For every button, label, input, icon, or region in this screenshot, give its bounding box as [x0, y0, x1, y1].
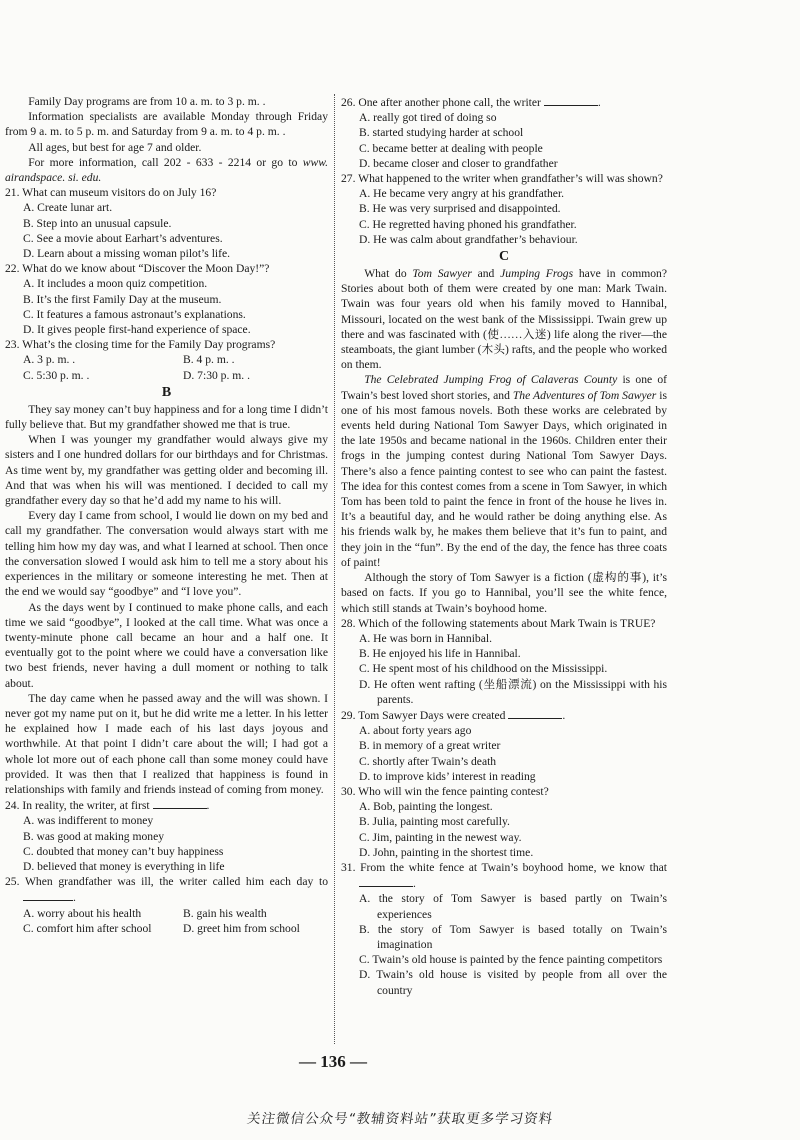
- option: D. He often went rafting (坐船漂流) on the Mississippi with his parents.: [359, 677, 667, 706]
- question-30: [341, 784, 667, 860]
- question-stem: 22. What do we know about “Discover the Moon Day!”?: [5, 262, 270, 276]
- option: C. See a movie about Earhart’s adventures.: [23, 231, 223, 245]
- option: A. about forty years ago: [359, 724, 472, 738]
- book-title: The Celebrated Jumping Frog of Calaveras County: [364, 373, 618, 387]
- text-run: What do: [364, 267, 413, 281]
- option: B. the story of Tom Sawyer is based totally on Twain’s imagination: [359, 922, 667, 951]
- passage-a-line: Family Day programs are from 10 a. m. to 3 p. m. .: [28, 95, 266, 108]
- passage-a-line: All ages, but best for age 7 and older.: [28, 140, 202, 154]
- answer-blank: [359, 875, 413, 887]
- option: D. greet him from school: [183, 921, 300, 935]
- option: D. 7:30 p. m. .: [183, 368, 250, 382]
- option-row: [5, 352, 328, 367]
- option: B. He was very surprised and disappointed.: [359, 202, 561, 216]
- contact-info: [5, 155, 328, 185]
- contact-text: For more information, call 202 - 633 - 2214 or go to: [28, 155, 303, 169]
- page-number: — 136 —: [299, 1052, 367, 1071]
- passage-a-line: Information specialists are available Monday through Friday from 9 a. m. to 5 p. m. and Saturday from 9 a. m. to 4 p. m. .: [5, 110, 328, 139]
- passage-b-paragraph: They say money can’t buy happiness and for a long time I didn’t fully believe that. But my grandfather showed me that is true.: [5, 402, 328, 432]
- passage-b-paragraph: As the days went by I continued to make phone calls, and each time we said “goodbye”, I looked at the call time. What was once a twenty-minute phone call became an hour and a half one. It eventually got to the point where we could have a conversation like two best friends, never having a dull moment or nothing to talk about.: [5, 600, 328, 690]
- option: C. became better at dealing with people: [359, 141, 543, 155]
- option: C. It features a famous astronaut’s explanations.: [23, 307, 246, 321]
- question-stem: 21. What can museum visitors do on July 16?: [5, 186, 217, 200]
- option: C. He spent most of his childhood on the Mississippi.: [359, 662, 608, 676]
- question-stem: 27. What happened to the writer when grandfather’s will was shown?: [341, 172, 663, 186]
- book-title: Tom Sawyer: [412, 267, 472, 281]
- question-stem: 29. Tom Sawyer Days were created .: [341, 708, 566, 722]
- question-stem: 28. Which of the following statements about Mark Twain is TRUE?: [341, 616, 656, 630]
- column-divider: [334, 94, 335, 1044]
- footer-note: 关注微信公众号“教辅资料站”获取更多学习资料: [245, 1111, 555, 1127]
- section-b-heading: B: [161, 384, 172, 400]
- option: A. Create lunar art.: [23, 201, 113, 215]
- answer-blank: [544, 94, 598, 106]
- option: B. 4 p. m. .: [183, 353, 235, 367]
- question-stem-text: 31. From the white fence at Twain’s boyhood home, we know that: [341, 860, 667, 874]
- option: D. Twain’s old house is visited by people from all over the country: [359, 968, 667, 997]
- option: D. believed that money is everything in life: [23, 859, 225, 873]
- answer-blank: [153, 797, 207, 809]
- option: D. Learn about a missing woman pilot’s life.: [23, 247, 231, 261]
- passage-b-paragraph: When I was younger my grandfather would always give my sisters and I one hundred dollars for our birthdays and for Christmas. As time went by, my grandfather was getting older and becoming ill. And that was when his will was mentioned. I decided to call my grandfather every day so that he’d add my name to his will.: [5, 433, 328, 508]
- passage-c-paragraph: [341, 372, 667, 570]
- answer-blank: [508, 707, 562, 719]
- question-stem: 31. From the white fence at Twain’s boyhood home, we know that .: [341, 860, 667, 891]
- question-31: [341, 860, 667, 998]
- option: C. He regretted having phoned his grandfather.: [359, 217, 577, 231]
- option: A. 3 p. m. .: [23, 353, 76, 367]
- option: A. really got tired of doing so: [359, 111, 497, 125]
- question-26: [341, 94, 667, 171]
- option: A. the story of Tom Sawyer is based partly on Twain’s experiences: [359, 892, 667, 921]
- question-stem-text: 25. When grandfather was ill, the writer called him each day to: [5, 875, 328, 889]
- option: B. in memory of a great writer: [359, 739, 501, 753]
- question-28: [341, 616, 667, 707]
- question-stem: 23. What’s the closing time for the Family Day programs?: [5, 338, 276, 352]
- option: C. doubted that money can’t buy happiness: [23, 844, 224, 858]
- question-24: [5, 797, 328, 874]
- option: A. He was born in Hannibal.: [359, 631, 492, 645]
- question-23: [5, 337, 328, 383]
- option: C. Jim, painting in the newest way.: [359, 830, 522, 844]
- answer-blank: [23, 889, 73, 901]
- question-29: [341, 707, 667, 784]
- option: C. Twain’s old house is painted by the fence painting competitors: [359, 953, 663, 967]
- passage-b-paragraph: The day came when he passed away and the will was shown. I never got my name put on it, but he did write me a letter. In his letter he explained how I made each of his last days joyous and worthwhile. At that point I didn’t care about the will; I had got a whole lot more out of each phone call than some money could have provided. It was then that I realized that happiness is found in relationships with family and friends instead of coming from money.: [5, 691, 328, 796]
- question-stem: 25. When grandfather was ill, the writer called him each day to .: [5, 875, 328, 905]
- option: A. worry about his health: [23, 906, 142, 920]
- option: D. It gives people first-hand experience of space.: [23, 323, 251, 337]
- question-27: [341, 171, 667, 247]
- option: A. Bob, painting the longest.: [359, 800, 493, 814]
- option: B. He enjoyed his life in Hannibal.: [359, 647, 521, 661]
- section-c-heading: C: [498, 249, 510, 265]
- option: D. He was calm about grandfather’s behaviour.: [359, 232, 578, 246]
- website-url: www. airandspace. si. edu.: [5, 155, 328, 185]
- option: B. gain his wealth: [183, 906, 267, 920]
- option: D. became closer and closer to grandfather: [359, 156, 558, 170]
- question-stem-text: 24. In reality, the writer, at first: [5, 799, 150, 813]
- option: B. started studying harder at school: [359, 126, 524, 140]
- option-row: [5, 368, 328, 383]
- question-stem: 26. One after another phone call, the writer .: [341, 96, 601, 109]
- option: C. comfort him after school: [23, 921, 152, 935]
- right-column: [341, 94, 667, 998]
- text-run: is one of Twain’s best loved short stories, and: [341, 373, 668, 402]
- passage-c-paragraph: Although the story of Tom Sawyer is a fiction (虚构的事), it’s based on facts. If you go to Hannibal, you’ll see the white fence, which still stands at Twain’s boyhood home.: [341, 571, 667, 615]
- question-25: [5, 874, 328, 936]
- option: B. was good at making money: [23, 829, 165, 843]
- question-22: [5, 261, 328, 337]
- option-row: [5, 921, 328, 936]
- option: A. It includes a moon quiz competition.: [23, 277, 208, 291]
- passage-c-paragraph: [341, 266, 667, 372]
- question-stem: 24. In reality, the writer, at first .: [5, 799, 210, 813]
- passage-b-paragraph: Every day I came from school, I would lie down on my bed and call my grandfather. The conversation would always start with me telling him how my day was, and what I learned at school. Then once the conversation slowed I would ask him to tell me a story about his experiences in the military or someone interesting he met. Then at the end we would say “goodbye” and “I love you”.: [5, 509, 328, 599]
- option: B. Julia, painting most carefully.: [359, 815, 510, 829]
- option-row: [5, 906, 328, 921]
- option: D. John, painting in the shortest time.: [359, 845, 534, 859]
- question-stem-text: 29. Tom Sawyer Days were created: [341, 708, 506, 722]
- option: A. was indifferent to money: [23, 814, 154, 828]
- text-run: and: [471, 267, 501, 281]
- book-title: Jumping Frogs: [500, 267, 574, 281]
- option: A. He became very angry at his grandfather.: [359, 187, 565, 201]
- question-21: [5, 185, 328, 261]
- question-stem: 30. Who will win the fence painting contest?: [341, 784, 549, 798]
- option: B. It’s the first Family Day at the museum.: [23, 292, 222, 306]
- text-run: have in common? Stories about both of them were created by one man: Mark Twain. Twain was four years old when his family moved to Hannibal, Missouri, located on the west bank of the Mississippi. Twain grew up there and was fascinated with (使……入迷) life along the river—the steamboats, the giant lumber (木头) rafts, and the people who worked on them.: [341, 267, 667, 372]
- option: D. to improve kids’ interest in reading: [359, 769, 536, 783]
- book-title: The Adventures of Tom Sawyer: [512, 388, 657, 402]
- option: C. 5:30 p. m. .: [23, 368, 90, 382]
- option: C. shortly after Twain’s death: [359, 754, 497, 768]
- left-column: [5, 94, 328, 936]
- text-run: is one of his most famous novels. Both these works are celebrated by events held during National Tom Sawyer Days, which originated in the late 1950s and became national in the 1960s. Children enter their frogs in the jumping contest during National Tom Sawyer Days. There’s also a fence painting contest to see who can paint the fastest. The idea for this contest comes from a scene in Tom Sawyer, in which Tom has been told to paint the fence in front of the house he lives in. It’s a beautiful day, and he would rather be doing anything else. As his friends walk by, he makes them believe that it’s fun to paint, and they join in the “fun”. By the end of the day, the fence has three coats of paint!: [341, 388, 667, 569]
- option: B. Step into an unusual capsule.: [23, 216, 172, 230]
- question-stem-text: 26. One after another phone call, the writer: [341, 96, 541, 109]
